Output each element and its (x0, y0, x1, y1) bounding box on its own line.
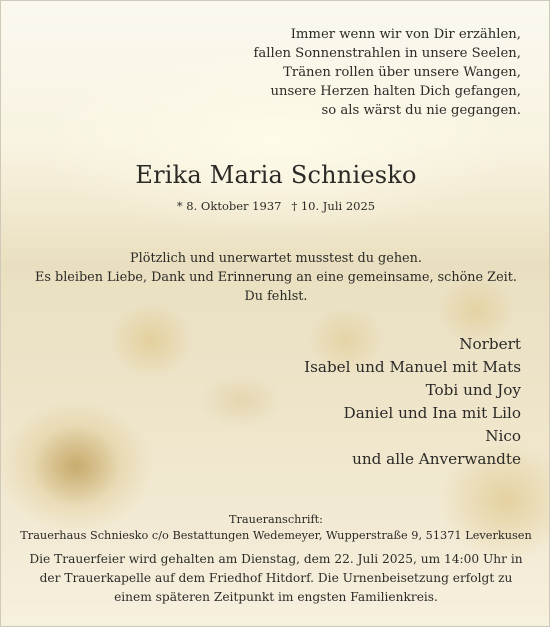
life-dates (1, 199, 550, 213)
birth-date: * 8. Oktober 1937 (176, 199, 282, 213)
mourning-address (1, 512, 550, 544)
poem-line: Immer wenn wir von Dir erzählen, (290, 27, 521, 42)
funeral-service-info (1, 550, 550, 607)
poem (254, 25, 521, 120)
service-line: Die Trauerfeier wird gehalten am Dienstag, dem 22. Juli 2025, um 14:00 Uhr in (29, 552, 523, 566)
farewell-message (1, 249, 550, 306)
poem-line: unsere Herzen halten Dich gefangen, (270, 84, 521, 99)
mourner-entry: Daniel und Ina mit Lilo (343, 404, 521, 422)
message-line: Es bleiben Liebe, Dank und Erinnerung an eine gemeinsame, schöne Zeit. (35, 270, 517, 285)
address-text: Trauerhaus Schniesko c/o Bestattungen Wedemeyer, Wupperstraße 9, 51371 Leverkusen (20, 529, 532, 542)
poem-line: Tränen rollen über unsere Wangen, (283, 65, 521, 80)
service-line: einem späteren Zeitpunkt im engsten Familienkreis. (114, 590, 438, 604)
poem-line: so als wärst du nie gegangen. (321, 103, 521, 118)
poem-line: fallen Sonnenstrahlen in unsere Seelen, (253, 46, 521, 61)
message-line: Plötzlich und unerwartet musstest du gehen. (130, 251, 422, 266)
deceased-name: Erika Maria Schniesko (135, 161, 417, 189)
mourner-entry: Tobi und Joy (425, 381, 521, 399)
message-line: Du fehlst. (244, 289, 308, 304)
mourner-entry: Nico (485, 427, 521, 445)
mourner-entry: Isabel und Manuel mit Mats (304, 358, 521, 376)
death-date: † 10. Juli 2025 (291, 199, 376, 213)
mourner-entry: und alle Anverwandte (352, 450, 521, 468)
service-line: der Trauerkapelle auf dem Friedhof Hitdorf. Die Urnenbeisetzung erfolgt zu (39, 571, 513, 585)
address-label: Traueranschrift: (229, 513, 323, 526)
mourner-entry: Norbert (459, 335, 521, 353)
mourners-list (304, 333, 521, 471)
